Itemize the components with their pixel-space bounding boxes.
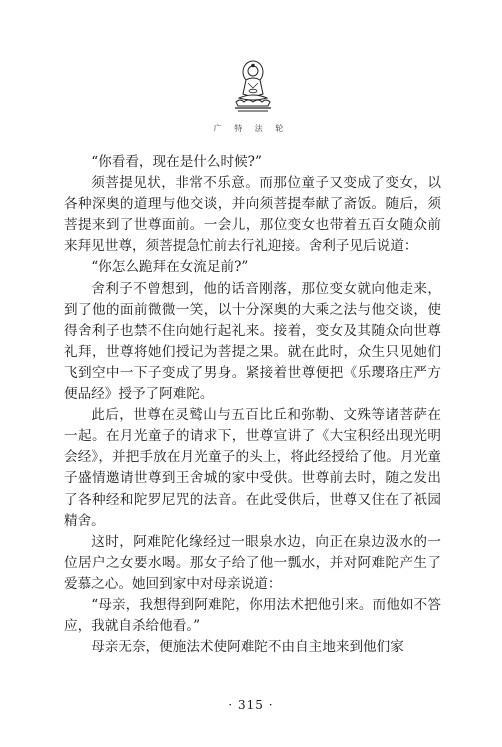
paragraph: “母亲，我想得到阿难陀，你用法术把他引来。而他如不答应，我就自杀给他看。” bbox=[64, 596, 441, 635]
paragraph: 舍利子不曾想到，他的话音刚落，那位变女就向他走来，到了他的面前微微一笑，以十分深奥的大乘之法与他交谈，使得舍利子也禁不住向她行起礼来。接着，变女及其随众向世尊礼拜，世尊将她们授记为菩提之果。就在此时，众生只见她们飞到空中一下子变成了男身。紧接着世尊便把《乐璎珞庄严方便品经》授予了阿难陀。 bbox=[64, 280, 441, 403]
paragraph: 这时，阿难陀化缘经过一眼泉水边，向正在泉边汲水的一位居户之女要水喝。那女子给了他一瓢水，并对阿难陀产生了爱慕之心。她回到家中对母亲说道： bbox=[64, 533, 441, 592]
paragraph: “你怎么跪拜在女流足前?” bbox=[91, 259, 249, 276]
running-header: 广 特 法 轮 bbox=[213, 124, 289, 133]
paragraph: “你看看，现在是什么时候?” bbox=[91, 154, 262, 170]
page-number: · 315 · bbox=[228, 698, 274, 712]
body-text bbox=[64, 152, 441, 658]
paragraph: 母亲无奈，便施法术使阿难陀不由自主地来到他们家 bbox=[91, 639, 404, 656]
seated-buddha-icon bbox=[230, 58, 276, 114]
paragraph: 此后，世尊在灵鹫山与五百比丘和弥勒、文殊等诸菩萨在一起。在月光童子的请求下，世尊宣讲了《大宝积经出现光明会经》，并把手放在月光童子的头上，将此经授给了他。月光童子盛情邀请世尊到王舍城的家中受供。世尊前去时，随之发出了各种经和陀罗尼咒的法音。在此受供后，世尊又住在了祇园精舍。 bbox=[64, 407, 441, 529]
paragraph: 须菩提见状，非常不乐意。而那位童子又变成了变女，以各种深奥的道理与他交谈，并向须菩提奉献了斋饭。随后，须菩提来到了世尊面前。一会儿，那位变女也带着五百女随众前来拜见世尊，须菩提急忙前去行礼迎接。舍利子见后说道： bbox=[64, 175, 441, 255]
